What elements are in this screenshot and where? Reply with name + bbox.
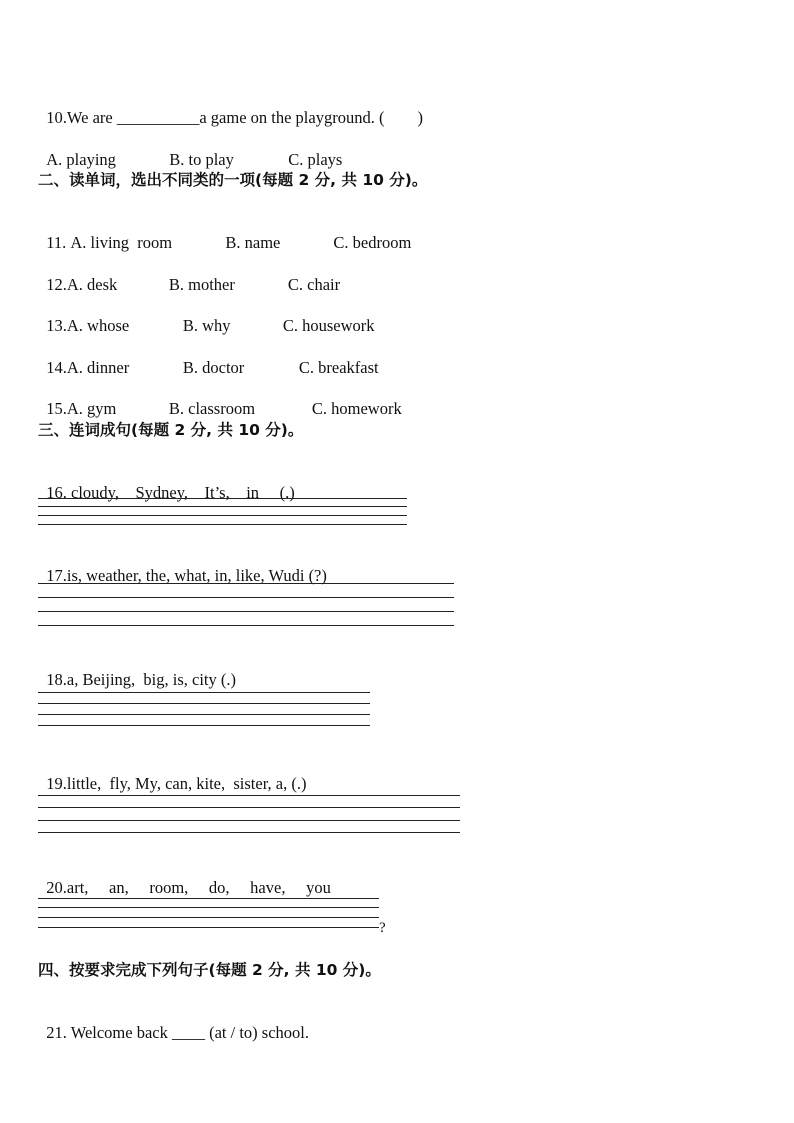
question-number: 10. <box>46 108 67 127</box>
question-21 <box>38 1003 309 1043</box>
question-13 <box>38 296 375 336</box>
answer-line <box>38 524 407 525</box>
option-a: A. dinner <box>66 358 130 377</box>
option-c: C. homework <box>311 399 402 418</box>
option-b: B. to play <box>169 150 234 169</box>
question-10-options <box>38 130 342 170</box>
option-b: B. classroom <box>168 399 256 418</box>
question-number: 13. <box>46 316 67 335</box>
answer-line <box>38 625 454 626</box>
question-12 <box>38 255 340 295</box>
section-2-title: 二、读单词，选出不同类的一项(每题 2 分, 共 10 分)。 <box>38 171 428 189</box>
question-number: 11. <box>46 233 71 252</box>
answer-line <box>38 725 370 726</box>
question-17 <box>38 546 327 586</box>
answer-line <box>38 820 460 821</box>
question-number: 14. <box>46 358 67 377</box>
question-text: . Welcome back ____ (at / to) school. <box>62 1023 310 1042</box>
question-16 <box>38 463 295 503</box>
question-18 <box>38 650 236 690</box>
answer-line <box>38 927 379 928</box>
answer-line <box>38 714 370 715</box>
option-b: B. mother <box>168 275 235 294</box>
question-number: 19. <box>46 774 67 793</box>
question-number: 15. <box>46 399 67 418</box>
option-b: B. name <box>225 233 281 252</box>
answer-line <box>38 907 379 908</box>
question-20 <box>38 858 331 898</box>
option-c: C. bedroom <box>333 233 412 252</box>
option-c: C. breakfast <box>298 358 379 377</box>
answer-line <box>38 611 454 612</box>
question-number: 18. <box>46 670 67 689</box>
answer-line <box>38 832 460 833</box>
option-c: C. chair <box>287 275 341 294</box>
end-punctuation: ? <box>379 920 386 936</box>
option-a: A. desk <box>66 275 118 294</box>
answer-line <box>38 506 407 507</box>
answer-line <box>38 597 454 598</box>
question-text: We are __________a game on the playground. ( ) <box>66 108 423 127</box>
question-text: little, fly, My, can, kite, sister, a, (.) <box>66 774 307 793</box>
answer-line <box>38 583 454 584</box>
option-a: A. gym <box>66 399 117 418</box>
question-number: 17. <box>46 566 67 585</box>
answer-line <box>38 692 370 693</box>
answer-line <box>38 807 460 808</box>
question-number: 12. <box>46 275 67 294</box>
question-number: 21 <box>46 1023 63 1042</box>
answer-line <box>38 703 370 704</box>
answer-line <box>38 498 407 499</box>
section-3-title: 三、连词成句(每题 2 分, 共 10 分)。 <box>38 421 304 439</box>
option-b: B. why <box>182 316 231 335</box>
question-11 <box>38 213 411 253</box>
option-a: A. living room <box>70 233 173 252</box>
option-c: C. plays <box>288 150 343 169</box>
question-19 <box>38 754 306 794</box>
option-a: A. whose <box>66 316 130 335</box>
question-number: 20. <box>46 878 67 897</box>
answer-line <box>38 515 407 516</box>
question-text: art, an, room, do, have, you <box>66 878 331 897</box>
question-text: . cloudy, Sydney, It’s, in (.) <box>62 483 295 502</box>
section-4-title: 四、按要求完成下列句子(每题 2 分, 共 10 分)。 <box>38 961 381 979</box>
option-c: C. housework <box>282 316 375 335</box>
option-b: B. doctor <box>182 358 245 377</box>
option-a: A. playing <box>46 150 116 169</box>
question-14 <box>38 338 379 378</box>
question-text: a, Beijing, big, is, city (.) <box>66 670 236 689</box>
answer-line <box>38 795 460 796</box>
question-10 <box>38 88 423 128</box>
question-number: 16 <box>46 483 63 502</box>
question-text: is, weather, the, what, in, like, Wudi (?) <box>66 566 327 585</box>
answer-line <box>38 898 379 899</box>
answer-line <box>38 917 379 918</box>
question-15 <box>38 379 402 419</box>
